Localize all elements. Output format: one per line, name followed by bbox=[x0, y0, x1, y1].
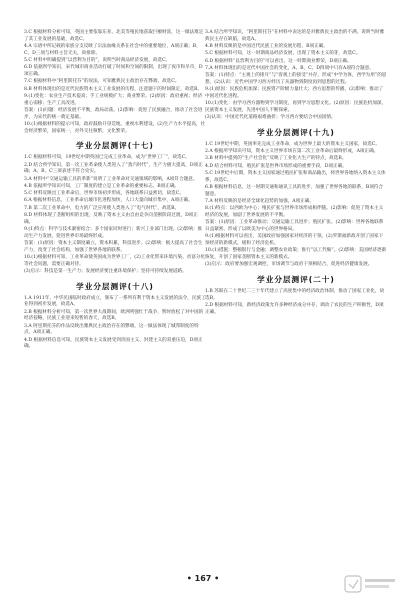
section-title-19: 学业分层测评(十九) bbox=[257, 127, 335, 137]
paragraph: 3.B 材料中提到的“生产社会化”反映了工业化大生产的特点，故选B。 bbox=[205, 156, 347, 162]
watermark-logo-icon bbox=[344, 574, 398, 594]
paragraph: (3)启示：政府要加强宏观调控，市场调节与政府干预相结合，促进经济健康发展。 bbox=[205, 262, 373, 268]
section-title-18: 学业分层测评(十八) bbox=[76, 281, 154, 291]
paragraph: 8.D 材料体现了垄断组织的出现，反映了资本主义由自由竞争向垄断阶段过渡，D项正确。 bbox=[24, 213, 198, 225]
paragraph: 3.A 结合所学知识，“阿里斯托芬”在材料中表达的是对雅典民主政治的不满，说明当时雅典民主存在缺陷，故选A。 bbox=[205, 30, 385, 42]
paragraph: 6.D 根据材料“以营利为目的”可以看出，这一时期商业繁荣，D项正确。 bbox=[205, 58, 352, 64]
paragraph: 1.B 苏联在二十世纪二三十年代建立了高度集中的经济政治体制，推动了国家工业化，故选B。 bbox=[205, 289, 385, 301]
paragraph: 10.(1)根据材料可知，工业革命使英国成为世界工厂，(2)工业化带来环境污染、贫富分化等社会问题，需要正确对待。 bbox=[24, 255, 206, 267]
paragraph: 4.D 结合材料可知，殖民扩张是世界市场形成的重要手段，D项正确。 bbox=[205, 163, 347, 169]
paragraph: 4.A 宗谱中所记载的家族分支反映了宗法血缘关系在社会中的重要地位，A项正确；B、C、D三项与材料主旨无关，故排除。 bbox=[24, 44, 201, 56]
section-title-20: 学业分层测评(二十) bbox=[257, 275, 335, 285]
left-column bbox=[24, 30, 206, 352]
paragraph: 10.(1)根据材料的提示可知，政府鼓励开垦荒地，重视水利建设。(2)生产力水平提高，社会经济繁荣，国家统一，对外交往频繁，文化繁荣。 bbox=[24, 121, 206, 134]
paragraph: 6.A 根据材料信息，工业革命后城市化进程加快，人口大量向城市集中，A项正确。 bbox=[24, 198, 193, 204]
paragraph: 8.B 材料体现出的是近代民族资本主义工业发展的历程，注意题干的时间限定，故选B。 bbox=[24, 86, 202, 92]
paragraph: 5.C 材料中明确提到“以营利为目的”，说明当时商品经济发展，故选C。 bbox=[24, 58, 171, 63]
paragraph: 4.B 材料反映的是中国近代民族工业的发展历程，B项正确。 bbox=[205, 44, 328, 49]
paragraph: 2.B 根据材料分析可知，第一次世界大战期间，欧洲列强忙于战争，暂时放松了对中国的经济侵略，民族工业迎来短暂的春天，故选B。 bbox=[24, 309, 204, 322]
section-20-block bbox=[205, 289, 387, 316]
paragraph: 答案：(1)问题：经济发展不平衡，政局动荡。(2)影响：促进了民族融合，推动了社会进步，为宋代的统一奠定基础。 bbox=[24, 107, 203, 120]
paragraph: 7.A 材料反映的是经济全球化趋势的加强，A项正确。 bbox=[205, 199, 314, 205]
paragraph: 答案：(1)原因：资本主义制度确立，资本积累，科技进步。(2)影响：极大提高了社会生产力，改变了社会结构，加强了世界各地的联系。 bbox=[24, 241, 203, 253]
paragraph: 答案：(1)原因：工业革命推动；交通运输工具进步；殖民扩张。(2)影响：世界各地联系日益紧密，形成了以欧美为中心的世界格局。 bbox=[205, 220, 384, 233]
paragraph: 答案：(1)特点：“主观上的排斥”与“客观上的接受”并存，形成“中学为体，西学为用”的思想。(2)认识：近代中国学习西方经历了从器物到制度再到思想的过程。 bbox=[205, 73, 387, 85]
paragraph: 1.C 19世纪中期，英国率先完成工业革命，成为世界上最大的资本主义国家，故选C。 bbox=[205, 141, 380, 147]
section-18-block bbox=[24, 296, 206, 351]
paragraph: 4.B 依据所学知识可知，工厂制度的建立是工业革命的重要标志，B项正确。 bbox=[24, 183, 180, 189]
paragraph: 5.C 根据材料可知，这一时期商品经济发展，出现了资本主义萌芽，故选C。 bbox=[205, 51, 361, 57]
paragraph: 9.(1)变化：农业生产技术提高；手工业规模扩大；商业繁荣。(2)原因：政府重视；经济重心南移；生产工具改进。 bbox=[24, 93, 203, 106]
paragraph: 3.C 根据材料分析可知，英国主要依靠东亚、北美等殖民地获取巨额财富，这一做法奠定了其工业发展的基础，故选C。 bbox=[24, 30, 204, 42]
paragraph: 7.A 材料体现出的是近代中国社会的变化，A、B、C、D四项中只有A项符合题意。 bbox=[205, 65, 374, 71]
paragraph: 8.(1)特点：以西欧为中心；殖民扩张与世界市场形成相伴随。(2)影响：促进了资本主义经济的发展，加剧了世界发展的不平衡。 bbox=[205, 206, 384, 219]
right-top-block bbox=[205, 30, 387, 122]
paragraph: 6.D 依据所学知识，宋代城市商业活动打破了时间和空间的限制，出现了夜市和早市，D项正确。 bbox=[24, 65, 203, 77]
paragraph: (3)认识：中国近代化道路艰难曲折；学习西方要结合中国国情。 bbox=[205, 115, 336, 121]
paragraph: 7.B 第二次工业革命中，电力的广泛应用使人类进入了“电气时代”，故选B。 bbox=[24, 205, 180, 211]
right-column bbox=[205, 30, 387, 317]
left-top-block bbox=[24, 30, 206, 135]
paragraph: 2.D 结合所学知识，第一次工业革命使人类进入了“蒸汽时代”，生产力极大提高，D项正确；A、B、C三项表述不符合史实。 bbox=[24, 162, 203, 175]
paragraph: 7.C 根据材料中“阿里斯托芬”的说法，可知雅典民主政治存在弊端，故选C。 bbox=[24, 79, 180, 85]
section-title-17: 学业分层测评(十七) bbox=[76, 141, 154, 151]
paragraph: 9.(1)特点：科学与技术紧密结合；多个国家同时进行；新兴工业部门出现。(2)影响：推动生产力发展，促进世界市场最终形成。 bbox=[24, 227, 203, 239]
paragraph: 1.A 1911年，中华民国临时政府成立，颁布了一系列有利于资本主义发展的法令，民族工业得到初步发展，故选A。 bbox=[24, 295, 206, 308]
paragraph: 9.(1)原因：民族危机加深；民族资产阶级力量壮大；西方思想的传播。(2)影响：推动了中国近代化进程。 bbox=[205, 87, 384, 99]
section-19-block bbox=[205, 142, 387, 269]
paragraph: 3.A 材料中“交通运输工具的革新”说明了工业革命对交通领域的影响，A项符合题意。 bbox=[24, 176, 198, 182]
section-17-block bbox=[24, 155, 206, 275]
paragraph: 2.A 根据所学知识可知，资本主义世界市场在第二次工业革命后最终形成，A项正确。 bbox=[205, 149, 379, 155]
paragraph: 10.(1)措施：整顿银行与金融；调整农业政策；推行“以工代赈”。(2)影响：美国经济逐渐恢复，开创了国家垄断资本主义的新模式。 bbox=[205, 248, 387, 261]
paragraph: 3.A 阿里斯托芬的作品反映出雅典民主政治存在的弊端，这一做法体现了城邦制度的特点，A项正确。 bbox=[24, 323, 199, 336]
paragraph: 9.(1)根据材料可以看出，美国政府加强国家对经济的干预。(2)罗斯福新政开创了国家干预经济的新模式，缓和了经济危机。 bbox=[205, 234, 384, 247]
paragraph: 6.B 根据材料信息，这一时期交通和通讯工具的进步，加强了世界各地的联系，B项符合题意。 bbox=[205, 185, 383, 197]
paragraph: (3)启示：科技是第一生产力；发展经济要注重环境保护；坚持可持续发展道路。 bbox=[24, 269, 187, 275]
paragraph: 10.(1)变化：由学习西方器物到学习制度，再到学习思想文化。(2)原因：民族危机加深，民族资本主义发展，先进中国人不断探索。 bbox=[205, 101, 387, 113]
paragraph: 5.C 19世纪中后期，资本主义国家通过殖民扩张和商品输出，将世界各地纳入资本主义体系，故选C。 bbox=[205, 171, 386, 183]
paragraph: 4.D 根据材料信息可知，民族资本主义发展受到帝国主义、封建主义的双重压迫，D项正确。 bbox=[24, 337, 203, 350]
paragraph: 5.C 材料反映出工业革命后，世界市场初步形成，各地联系日益密切，故选C。 bbox=[24, 191, 184, 197]
paragraph: 2.D 根据材料可知，新经济政策允许多种经济成分并存，调动了农民的生产积极性，D项正确。 bbox=[205, 303, 384, 315]
paragraph: 1.C 根据材料可知，19世纪中期英国已完成工业革命，成为“世界工厂”，故选C。 bbox=[24, 155, 190, 161]
page-number: • 167 • bbox=[186, 574, 220, 583]
